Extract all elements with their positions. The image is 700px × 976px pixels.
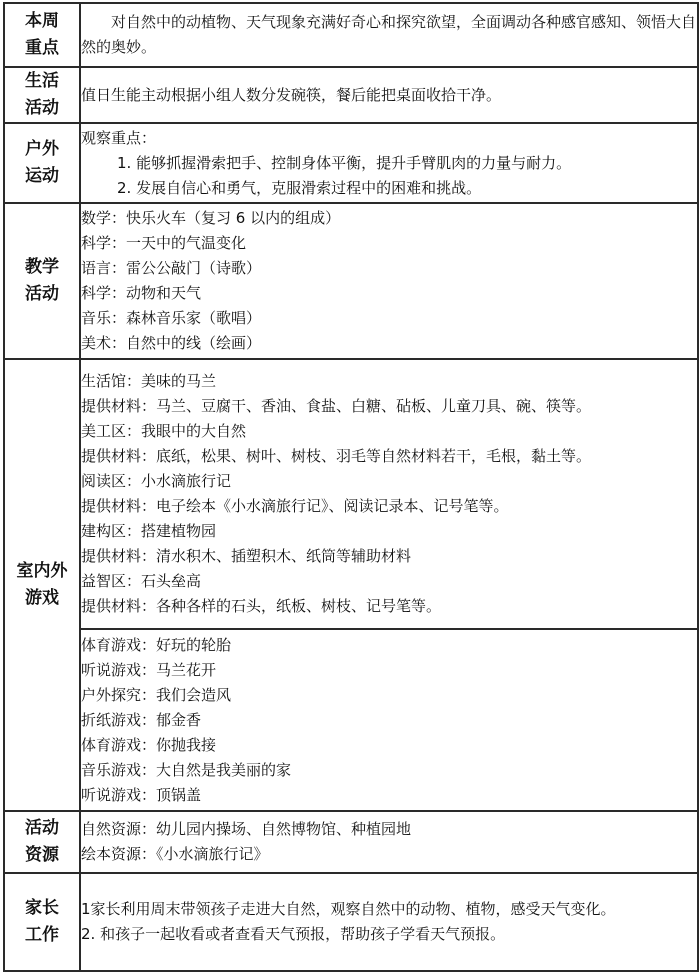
- content-weekly-focus: [80, 3, 698, 67]
- games-area-item: 美工区：我眼中的大自然: [81, 422, 247, 440]
- outdoor-sports-item: 1. 能够抓握滑索把手、控制身体平衡，提升手臂肌肉的力量与耐力。: [117, 153, 572, 172]
- label-weekly-focus: [4, 3, 80, 67]
- outdoor-sports-item: 2. 发展自信心和勇气，克服滑索过程中的困难和挑战。: [117, 178, 482, 197]
- parents-item: 2. 和孩子一起收看或者查看天气预报，帮助孩子学看天气预报。: [81, 925, 506, 943]
- label-outdoor-sports-line1: 户外: [25, 139, 59, 159]
- weekly-plan-table: [3, 2, 699, 972]
- parents-item: 1家长利用周末带领孩子走进大自然，观察自然中的动物、植物，感受天气变化。: [81, 900, 616, 918]
- life-activity-text: 值日生能主动根据小组人数分发碗筷，餐后能把桌面收拾干净。: [81, 85, 502, 104]
- teaching-item: 音乐：森林音乐家（歌唱）: [81, 309, 262, 327]
- label-games: [4, 359, 80, 811]
- games-outdoor-item: 折纸游戏：郁金香: [81, 710, 202, 729]
- content-resources: [80, 811, 698, 873]
- content-parents: [80, 873, 698, 971]
- label-life-activity: [4, 67, 80, 123]
- row-games-outdoor: [4, 629, 698, 811]
- teaching-item: 语言：雷公公敲门（诗歌）: [81, 259, 262, 277]
- row-parents: [4, 873, 698, 971]
- games-outdoor-item: 音乐游戏：大自然是我美丽的家: [81, 760, 292, 779]
- label-teaching-line1: 教学: [25, 257, 59, 277]
- label-weekly-focus-line1: 本周: [25, 11, 59, 31]
- games-outdoor-item: 体育游戏：好玩的轮胎: [81, 635, 232, 654]
- label-parents: [4, 873, 80, 971]
- games-area-item: 提供材料：马兰、豆腐干、香油、食盐、白糖、砧板、儿童刀具、碗、筷等。: [81, 397, 592, 415]
- label-resources-line2: 资源: [25, 845, 59, 865]
- resources-item: 自然资源：幼儿园内操场、自然博物馆、种植园地: [81, 820, 412, 838]
- games-outdoor-item: 体育游戏：你抛我接: [81, 735, 217, 754]
- row-games-areas: [4, 359, 698, 629]
- games-area-item: 益智区：石头垒高: [81, 572, 202, 590]
- row-life-activity: [4, 67, 698, 123]
- label-parents-line2: 工作: [25, 925, 59, 945]
- row-weekly-focus: [4, 3, 698, 67]
- games-outdoor-item: 户外探究：我们会造风: [81, 685, 232, 704]
- games-area-item: 建构区：搭建植物园: [81, 522, 217, 540]
- resources-item: 绘本资源：《小水滴旅行记》: [81, 845, 269, 863]
- games-area-item: 生活馆：美味的马兰: [81, 372, 217, 390]
- label-outdoor-sports-line2: 运动: [25, 166, 59, 186]
- label-resources-line1: 活动: [25, 818, 59, 838]
- teaching-item: 科学：动物和天气: [81, 284, 202, 302]
- label-teaching: [4, 203, 80, 359]
- content-teaching: [80, 203, 698, 359]
- teaching-item: 美术：自然中的线（绘画）: [81, 334, 262, 352]
- content-outdoor-sports: [80, 123, 698, 203]
- label-games-line1: 室内外: [16, 561, 68, 581]
- games-area-item: 阅读区：小水滴旅行记: [81, 472, 232, 490]
- label-resources: [4, 811, 80, 873]
- games-area-item: 提供材料：清水积木、插塑积木、纸筒等辅助材料: [81, 547, 412, 565]
- label-life-activity-line1: 生活: [25, 71, 59, 91]
- games-outdoor-item: 听说游戏：顶锅盖: [81, 785, 202, 804]
- content-life-activity: [80, 67, 698, 123]
- games-area-item: 提供材料：电子绘本《小水滴旅行记》、阅读记录本、记号笔等。: [81, 497, 509, 515]
- label-life-activity-line2: 活动: [25, 98, 59, 118]
- label-weekly-focus-line2: 重点: [25, 38, 59, 58]
- games-area-item: 提供材料：各种各样的石头，纸板、树枝、记号笔等。: [81, 597, 442, 615]
- label-teaching-line2: 活动: [25, 284, 59, 304]
- teaching-item: 科学：一天中的气温变化: [81, 234, 247, 252]
- teaching-item: 数学：快乐火车（复习 6 以内的组成）: [81, 209, 341, 227]
- label-outdoor-sports: [4, 123, 80, 203]
- row-teaching: [4, 203, 698, 359]
- outdoor-sports-heading: 观察重点：: [81, 128, 157, 147]
- row-outdoor-sports: [4, 123, 698, 203]
- weekly-focus-text: 对自然中的动植物、天气现象充满好奇心和探究欲望，全面调动各种感官感知、领悟大自然的奥妙。: [81, 13, 697, 56]
- label-games-line2: 游戏: [25, 588, 59, 608]
- content-games-outdoor: [80, 629, 698, 811]
- content-games-areas: [80, 359, 698, 629]
- games-outdoor-item: 听说游戏：马兰花开: [81, 660, 217, 679]
- games-area-item: 提供材料：底纸，松果、树叶、树枝、羽毛等自然材料若干，毛根，黏土等。: [81, 447, 592, 465]
- label-parents-line1: 家长: [25, 898, 59, 918]
- row-resources: [4, 811, 698, 873]
